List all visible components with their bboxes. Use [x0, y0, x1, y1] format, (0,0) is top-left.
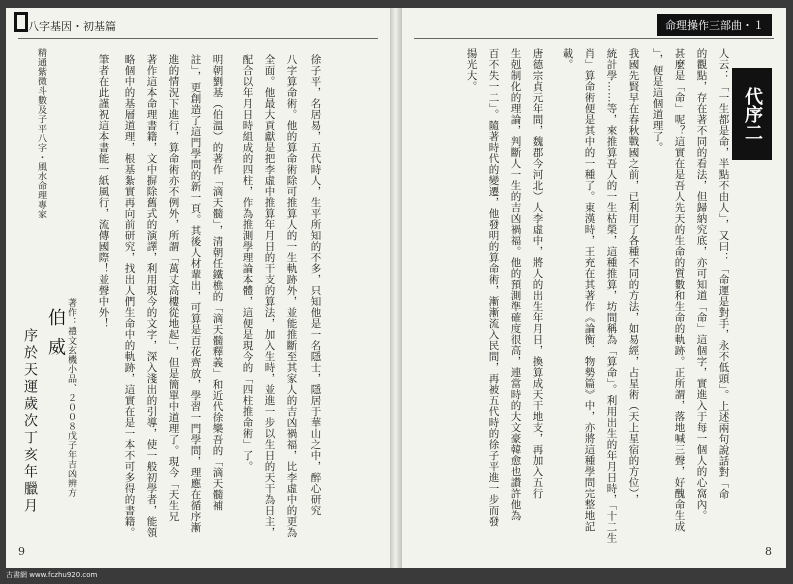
header-mark-icon	[14, 12, 28, 32]
text-column: 載。	[561, 48, 574, 70]
signature-org: 精通紫微斗數及子平八字・風水命理專家	[36, 48, 46, 219]
text-column: 肖」算命術便是其中的一種了。東漢時，王充在其著作《論衡．物勢篇》中，亦將這種學問完整地記	[583, 48, 596, 532]
text-column: 百不失一二」。隨著時代的變遷，他發明的算命術，漸漸流入民間，再被五代時的徐子平進一步而發	[487, 48, 500, 527]
text-column: 統計學……等，來推算吾人的一生枯榮，這種推算，坊間稱為「算命」。利用出生的年月日時，「十二生	[605, 48, 618, 544]
signature-name: 伯 威	[45, 308, 66, 359]
text-column: 人云：「一生都是命，半點不由人」，又曰：「命運是對手，永不低頭」。上述兩句說話對「命	[717, 48, 730, 500]
text-column: 筆者在此謹祝這本書能一紙風行，流傳國際！並聲中外！	[97, 54, 110, 329]
site-watermark: 古書網 www.fczhu920.com	[6, 571, 98, 579]
text-column: 揚光大。	[465, 48, 478, 92]
text-column: 八字算命術。他的算命術除可推算人的一生軌跡外，並能推斷至其家人的吉凶禍福，比李虛中的更為	[285, 54, 298, 538]
header-rule	[414, 38, 774, 39]
text-column: 註」，更創造了這門學問的新一頁。其後人材輩出，可算是百花齊放，學習一門學問，理應在循序漸	[189, 54, 202, 533]
signature-note: 著作：禮文玄機小品、２００８戊子年吉凶辨方	[66, 298, 76, 498]
text-column: 配合以年月日時組成的四柱，作為推測學理論本體，這便是現今的「四柱推命術」了。	[241, 54, 254, 472]
text-column: 甚麼是「命」呢？這實在是吾人先天的生命的質數和生命的軌跡。正所謂，落地喊三聲，好醜命生成	[673, 48, 686, 532]
section-title: 代序二	[732, 68, 772, 160]
text-column: 略個中的基層道理，根基紮實再向前研究，找出人們生命中的軌跡，這實在是一本不可多得的書籍。	[123, 54, 136, 538]
right-page	[402, 8, 786, 568]
text-column: 全面。他最大貢獻是把李虛中推算年月日的干支的算法，加入生時，並進一步以生日的天干為日主，	[263, 54, 276, 538]
text-column: 我國先賢早在春秋戰國之前，已利用了各種不同的方法，如易經，占星術（天上星宿的方位），	[627, 48, 640, 505]
page-number: 9	[18, 545, 25, 558]
header-rule	[18, 38, 378, 39]
text-column: 生剋制化的理論，判斷人一生的吉凶禍福。他的預測準確度很高，連當時的大文豪韓愈也讚許他為	[509, 48, 522, 521]
text-column: 徐子平，名居易，五代時人，生平所知的不多，只知他是一名隱士，隱居于華山之中，醉心研究	[309, 54, 322, 516]
left-page	[6, 8, 390, 568]
text-column: 唐德宗貞元年間，魏郡今河北）人李虛中，將人的出生年月日，換算成天干地支，再加入五行	[531, 48, 544, 499]
book-gutter	[390, 8, 402, 568]
signature-date: 序於天運歲次丁亥年臘月	[22, 328, 38, 515]
page-number: 8	[765, 545, 772, 558]
text-column: 著作這本命理書籍，文中摒除舊式的演譯，利用現今的文字，深入淺出的引導，使一般初學者，能領	[145, 54, 158, 538]
text-column: 的觀點，存在著不同的看法，但歸納究底，亦可知道「命」這個字，實進入于每一個人的心窩內。	[695, 48, 708, 521]
right-page-header: 命理操作三部曲・１	[657, 14, 772, 36]
text-column: 」，便是這個道理了。	[651, 48, 664, 153]
text-column: 明朝劉基（伯溫）的著作「滴天髓」，清朝任鐵樵的「滴天髓釋義」和近代徐樂吾的「滴天髓補	[211, 54, 224, 511]
text-column: 進的情況下進行，算命術亦不例外，所謂「萬丈高樓從地起」，但是簡單中道理了。現今「天生兄	[167, 54, 180, 522]
left-page-header: 八字基因・初基篇	[28, 20, 116, 33]
